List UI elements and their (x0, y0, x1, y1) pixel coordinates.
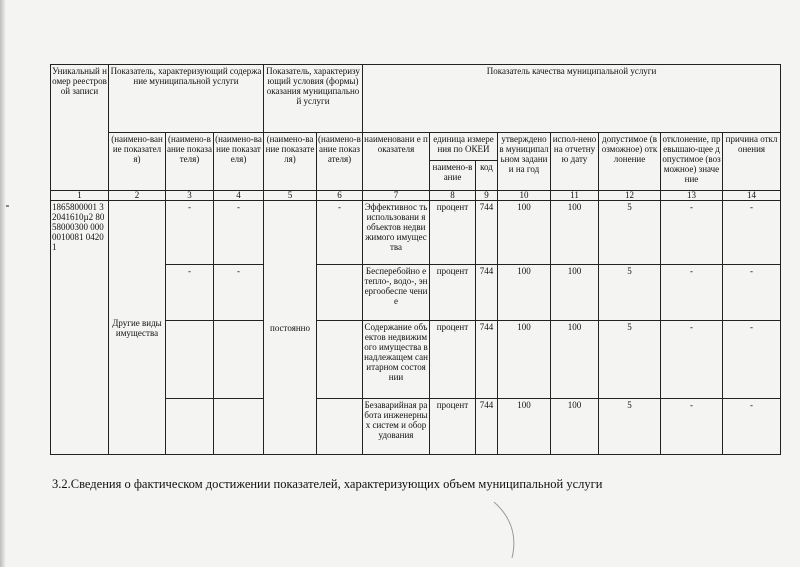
deviation-reason-value: - (723, 399, 781, 455)
header-executed: испол-нено на отчетную дату (551, 133, 599, 191)
indicator-name: Эффективнос ть использовани я объектов недвижимого имущества (363, 201, 430, 265)
conditions-value (317, 399, 363, 455)
content-value-2 (214, 321, 264, 399)
exceeding-deviation-value: - (661, 321, 723, 399)
deviation-reason-value: - (723, 201, 781, 265)
header-unit-name: наимено-вание (430, 161, 476, 191)
header-conditions-group: Показатель, характеризующий условия (формы) оказания муниципальной услуги (264, 65, 363, 133)
column-number: 3 (166, 191, 214, 201)
allowed-deviation-value: 5 (599, 265, 661, 321)
column-number: 2 (109, 191, 166, 201)
header-unique-number: Уникальный номер реестровой записи (51, 65, 109, 191)
allowed-deviation-value: 5 (599, 321, 661, 399)
unit-name: процент (430, 201, 476, 265)
approved-value: 100 (498, 201, 551, 265)
column-number: 13 (661, 191, 723, 201)
content-value-2: - (214, 201, 264, 265)
column-number: 14 (723, 191, 781, 201)
header-allowed-deviation: допустимое (возможное) отклонение (599, 133, 661, 191)
header-indicator-name: наименовани е показателя (363, 133, 430, 191)
header-content-name-1: (наимено-вание показателя) (109, 133, 166, 191)
executed-value: 100 (551, 321, 599, 399)
unit-code: 744 (476, 201, 498, 265)
exceeding-deviation-value: - (661, 201, 723, 265)
header-content-name-2: (наимено-вание показателя) (166, 133, 214, 191)
conditions-value (317, 321, 363, 399)
conditions-value (317, 265, 363, 321)
allowed-deviation-value: 5 (599, 399, 661, 455)
conditions-value: - (317, 201, 363, 265)
column-number: 9 (476, 191, 498, 201)
content-value-1: - (166, 265, 214, 321)
header-content-name-3: (наимено-вание показателя) (214, 133, 264, 191)
exceeding-deviation-value: - (661, 265, 723, 321)
property-type: Другие виды имущества (109, 201, 166, 455)
column-number: 4 (214, 191, 264, 201)
scan-speck (6, 205, 9, 207)
executed-value: 100 (551, 399, 599, 455)
header-approved: утверждено в муниципал ьном задании на год (498, 133, 551, 191)
unit-code: 744 (476, 265, 498, 321)
content-value-1 (166, 399, 214, 455)
unit-name: процент (430, 265, 476, 321)
executed-value: 100 (551, 201, 599, 265)
scan-shadow-edge (0, 0, 6, 567)
content-value-1 (166, 321, 214, 399)
quality-indicators-table (50, 64, 781, 455)
approved-value: 100 (498, 399, 551, 455)
column-number: 6 (317, 191, 363, 201)
unit-code: 744 (476, 399, 498, 455)
deviation-reason-value: - (723, 265, 781, 321)
header-exceeding-deviation: отклонение, превышаю-щее допустимое (возможное) значение (661, 133, 723, 191)
registry-number: 1865800001 32041610µ2 8058000300 0000010081 04201 (51, 201, 109, 455)
indicator-name: Бесперебойно е тепло-, водо-, энергообеспе чение (363, 265, 430, 321)
content-value-2: - (214, 265, 264, 321)
column-number: 5 (264, 191, 317, 201)
header-unit-code: код (476, 161, 498, 191)
exceeding-deviation-value: - (661, 399, 723, 455)
header-unit-okei: единица измерения по ОКЕИ (430, 133, 498, 161)
allowed-deviation-value: 5 (599, 201, 661, 265)
content-value-1: - (166, 201, 214, 265)
header-deviation-reason: причина отклонения (723, 133, 781, 191)
unit-code: 744 (476, 321, 498, 399)
column-number: 10 (498, 191, 551, 201)
section-heading: 3.2.Сведения о фактическом достижении показателей, характеризующих объем муниципальной услуги (52, 477, 603, 491)
header-conditions-name-2: (наимено-вание показателя) (317, 133, 363, 191)
header-conditions-name-1: (наимено-вание показателя) (264, 133, 317, 191)
indicator-name: Содержание объектов недвижимого имущества в надлежащем санитарном состоянии (363, 321, 430, 399)
header-quality-group: Показатель качества муниципальной услуги (363, 65, 781, 133)
column-number: 8 (430, 191, 476, 201)
approved-value: 100 (498, 265, 551, 321)
unit-name: процент (430, 321, 476, 399)
column-number: 7 (363, 191, 430, 201)
deviation-reason-value: - (723, 321, 781, 399)
content-value-2 (214, 399, 264, 455)
executed-value: 100 (551, 265, 599, 321)
indicator-name: Безаварийная работа инженерных систем и оборудования (363, 399, 430, 455)
column-number: 12 (599, 191, 661, 201)
column-number: 1 (51, 191, 109, 201)
pen-mark (490, 500, 530, 560)
header-content-group: Показатель, характеризующий содержание муниципальной услуги (109, 65, 264, 133)
service-form: постоянно (264, 201, 317, 455)
unit-name: процент (430, 399, 476, 455)
approved-value: 100 (498, 321, 551, 399)
column-number: 11 (551, 191, 599, 201)
